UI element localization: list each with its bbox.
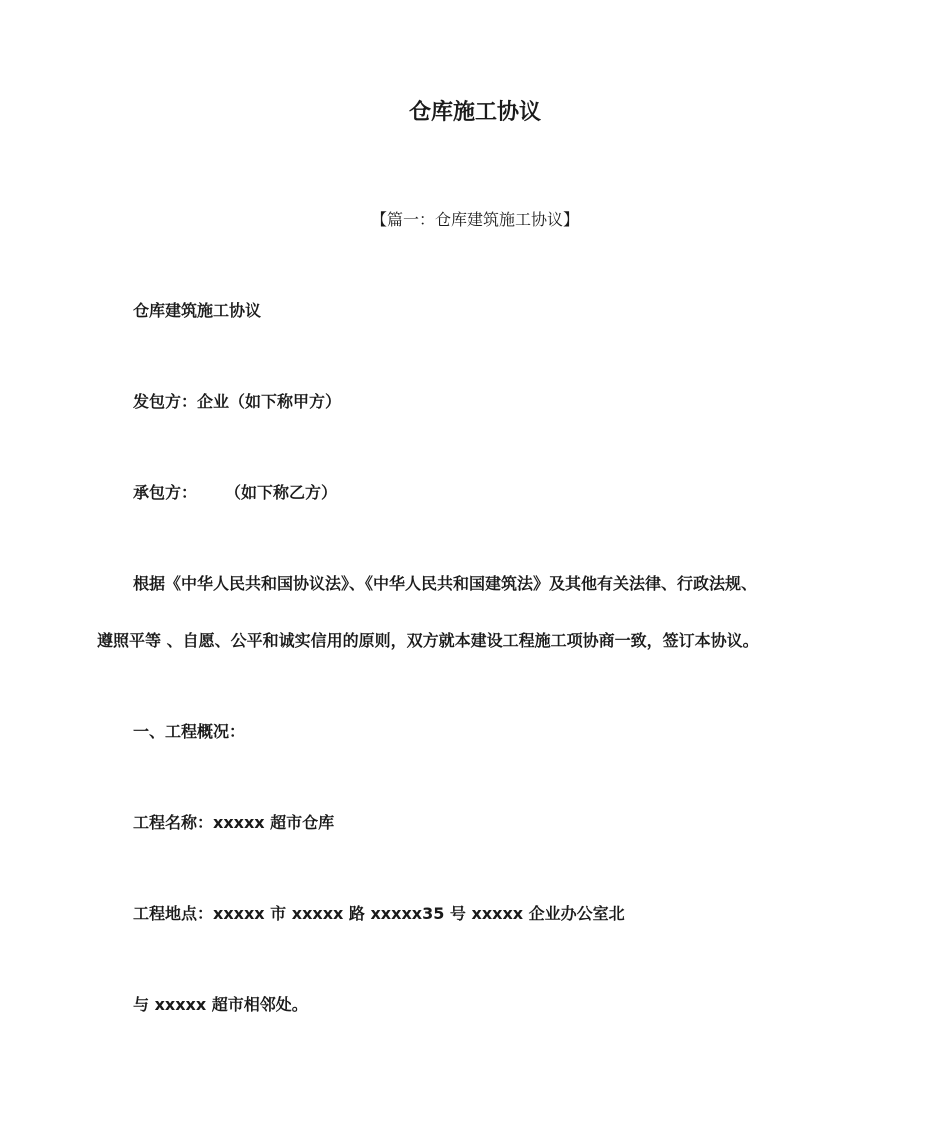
project-location-line: 工程地点：xxxxx 市 xxxxx 路 xxxxx35 号 xxxxx 企业办公室北 (133, 904, 625, 923)
party-b-line (133, 481, 337, 505)
contract-heading: 仓库建筑施工协议 (133, 301, 262, 320)
project-name-line: 工程名称：xxxxx 超市仓库 (133, 813, 335, 832)
project-location-continued: 与 xxxxx 超市相邻处。 (133, 995, 308, 1014)
basis-line-1: 根据《中华人民共和国协议法》、《中华人民共和国建筑法》及其他有关法律、行政法规、 (133, 574, 758, 593)
basis-paragraph (97, 572, 877, 653)
party-b-label: 承包方： (133, 483, 198, 502)
document-subtitle: 【篇一：仓库建筑施工协议】 (370, 210, 579, 229)
party-b-note: （如下称乙方） (225, 483, 338, 502)
section-1-heading: 一、工程概况： (133, 722, 246, 741)
document-title: 仓库施工协议 (408, 100, 541, 125)
basis-line-2: 遵照平等 、自愿、公平和诚实信用的原则，双方就本建设工程施工项协商一致，签订本协议。 (97, 631, 759, 650)
party-a-line: 发包方：企业（如下称甲方） (133, 392, 342, 411)
